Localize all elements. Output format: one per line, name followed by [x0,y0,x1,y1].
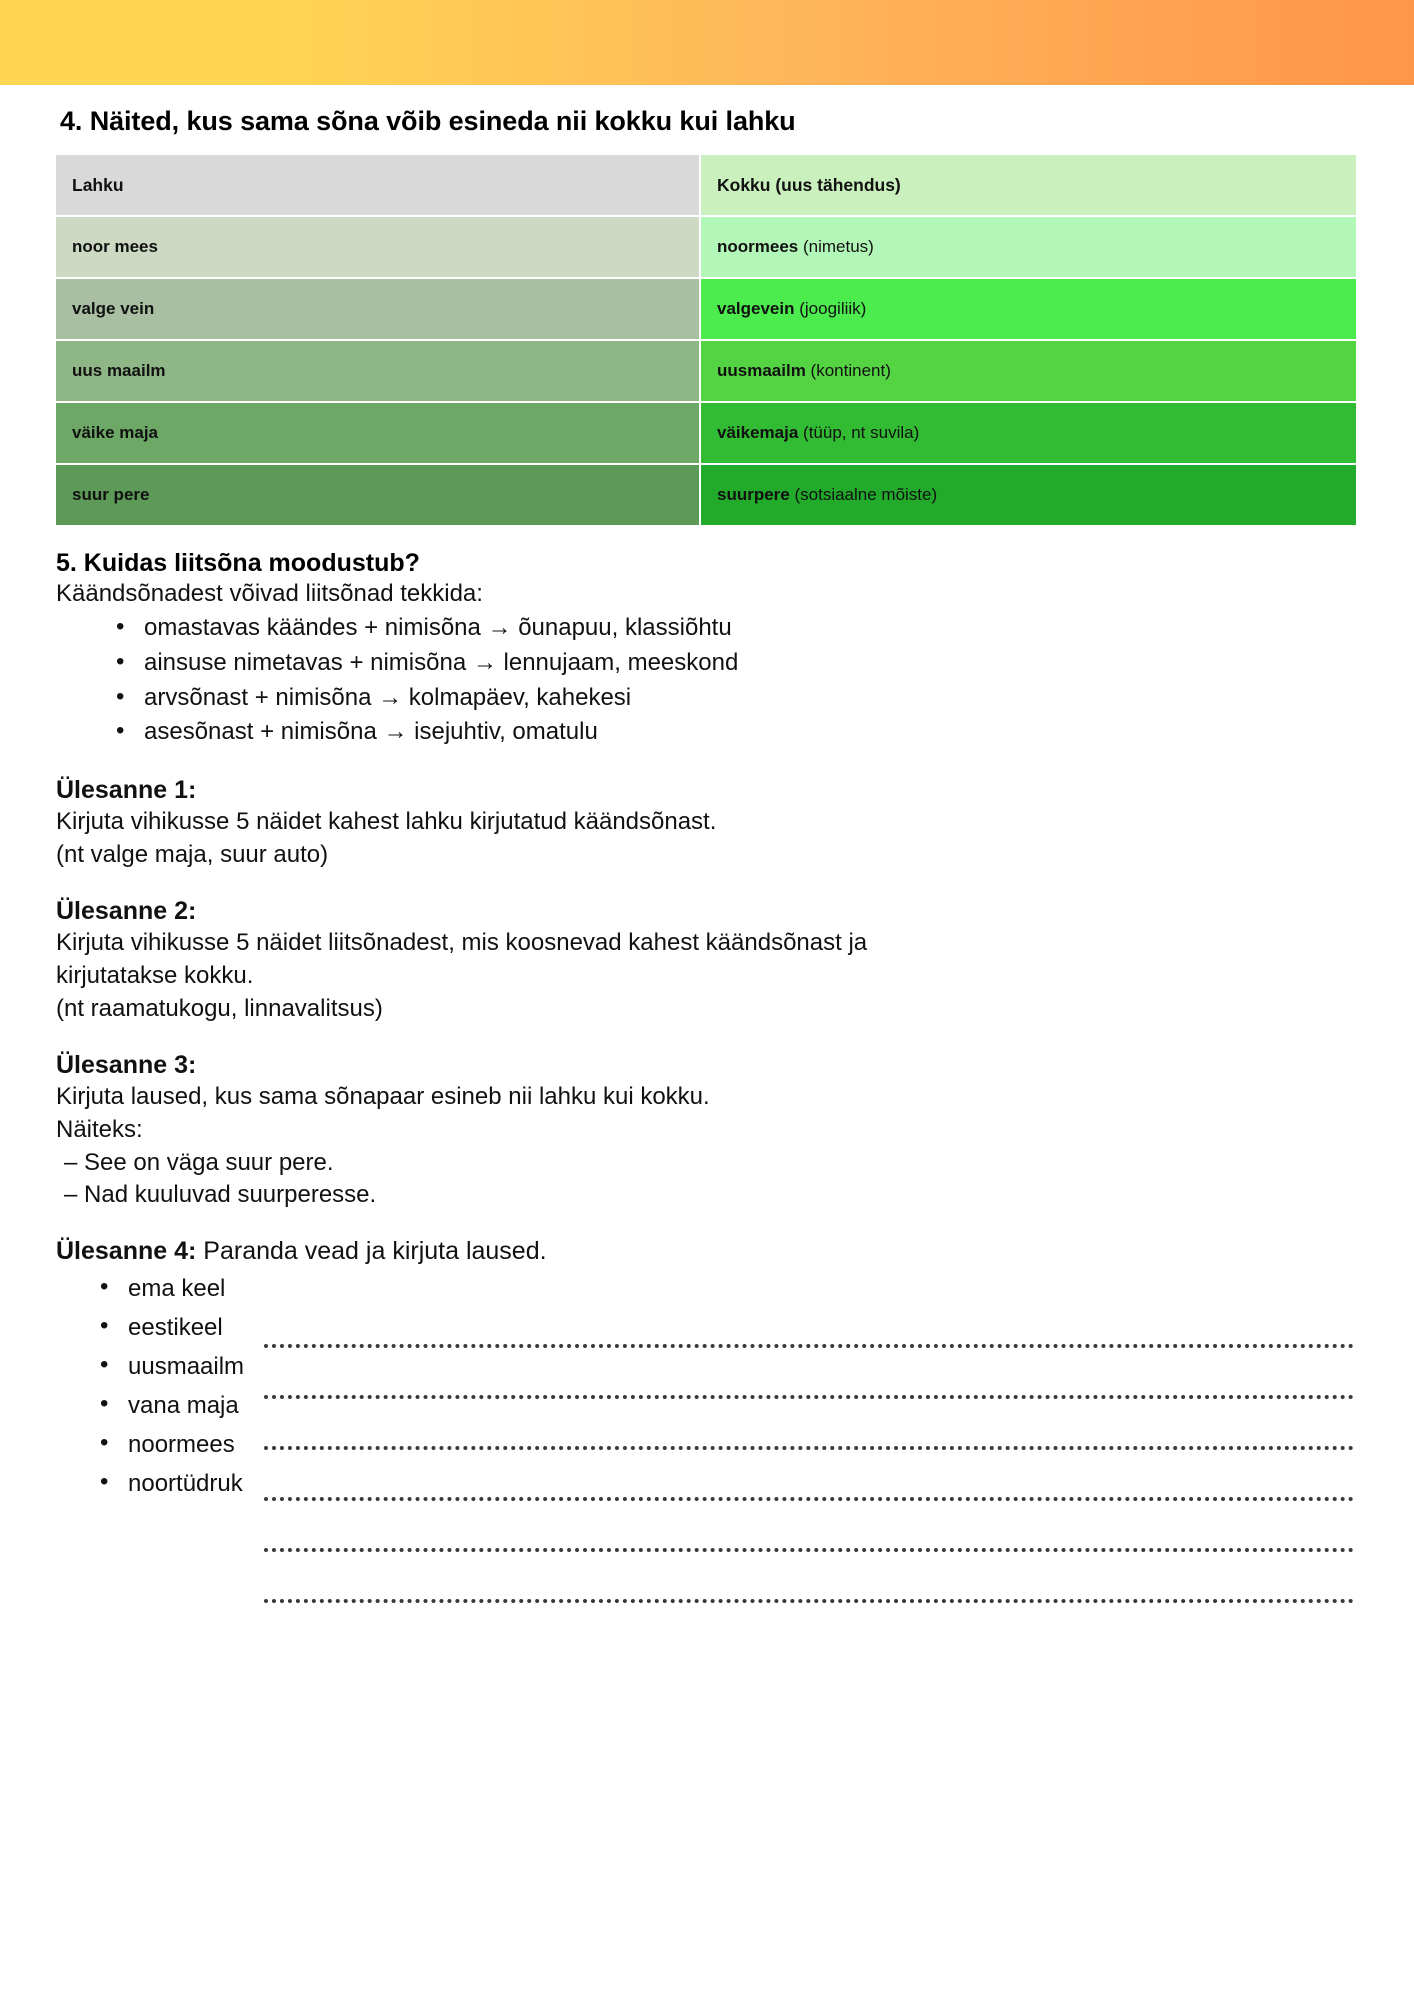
compound-note: (nimetus) [802,236,874,256]
answer-line[interactable] [264,1399,1354,1450]
table-header-row [56,155,1356,217]
answer-line[interactable] [264,1297,1354,1348]
answer-line[interactable] [264,1552,1354,1603]
table-header-kokku: Kokku (uus tähendus) [701,155,1356,217]
section-5-lead: Käändsõnadest võivad liitsõnad tekkida: [56,580,483,607]
answer-writing-lines [264,1297,1354,1603]
table-cell-lahku: väike maja [56,403,701,465]
table-cell-lahku: noor mees [56,217,701,279]
task-4-answer-area [56,1270,1376,1570]
table-cell-kokku [701,465,1356,527]
table-header-lahku: Lahku [56,155,701,217]
list-item: • ainsuse nimetavas + nimisõna → lennujaam, meeskond [112,646,1414,681]
answer-line[interactable] [264,1450,1354,1501]
compound-note: (sotsiaalne mõiste) [794,484,938,504]
table-cell-kokku [701,217,1356,279]
list-item: • omastavas käändes + nimisõna → õunapuu, klassiõhtu [112,611,1414,646]
list-item: • noormees [96,1426,346,1465]
table-body [56,217,1356,527]
table-cell-kokku [701,341,1356,403]
task-4-title [56,1237,1414,1266]
table-cell-kokku [701,279,1356,341]
list-item: • eestikeel [96,1309,346,1348]
task-4 [56,1237,1414,1266]
task-3-example: – Nad kuuluvad suurperesse. [64,1181,377,1209]
page-content [0,85,1414,1570]
compound-word: uusmaailm [717,360,806,380]
task-3-line: Kirjuta laused, kus sama sõnapaar esineb nii lahku kui kokku. [56,1082,710,1110]
task-2-title: Ülesanne 2: [56,897,197,925]
task-2-line: (nt raamatukogu, linnavalitsus) [56,994,383,1022]
compound-word: väikemaja [717,422,799,442]
compound-note: (kontinent) [810,360,891,380]
task-3-title: Ülesanne 3: [56,1050,197,1079]
examples-table [56,155,1356,527]
task-4-instruction: Paranda vead ja kirjuta laused. [196,1237,547,1266]
compound-word: noormees [717,236,799,256]
task-1-line: (nt valge maja, suur auto) [56,841,329,869]
formation-rules-list [112,611,1414,750]
compound-word: valgevein [717,298,795,318]
section-5-heading: 5. Kuidas liitsõna moodustub? [56,549,420,577]
list-item: • vana maja [96,1387,346,1426]
table-cell-lahku: valge vein [56,279,701,341]
table-row [56,341,1356,403]
table-cell-kokku [701,403,1356,465]
table-cell-lahku: uus maailm [56,341,701,403]
list-item: • arvsõnast + nimisõna → kolmapäev, kahekesi [112,681,1414,716]
task-3-line: Näiteks: [56,1115,143,1143]
list-item: • noortüdruk [96,1465,346,1504]
table-cell-lahku: suur pere [56,465,701,527]
answer-line[interactable] [264,1501,1354,1552]
task-3-example: – See on väga suur pere. [64,1148,334,1176]
table-row [56,279,1356,341]
task-2-line: kirjutatakse kokku. [56,961,254,989]
list-item: • uusmaailm [96,1348,346,1387]
compound-word: suurpere [717,484,790,504]
list-item: • ema keel [96,1270,346,1309]
task-1-line: Kirjuta vihikusse 5 näidet kahest lahku kirjutatud käändsõnast. [56,808,717,836]
table-row [56,403,1356,465]
task-2 [56,897,1414,1025]
list-item: • asesõnast + nimisõna → isejuhtiv, omatulu [112,715,1414,750]
table-row [56,217,1356,279]
section-4-heading: 4. Näited, kus sama sõna võib esineda nii kokku kui lahku [60,106,796,136]
task-1-title: Ülesanne 1: [56,776,197,805]
task-4-label: Ülesanne 4: [56,1237,197,1266]
task-2-line: Kirjuta vihikusse 5 näidet liitsõnadest, mis koosnevad kahest käändsõnast ja [56,929,868,956]
task-1 [56,776,1414,871]
compound-note: (tüüp, nt suvila) [803,422,920,442]
task-3 [56,1051,1414,1212]
answer-line[interactable] [264,1348,1354,1399]
compound-note: (joogiliik) [799,298,867,318]
decorative-gradient-band [0,0,1414,85]
table-row [56,465,1356,527]
